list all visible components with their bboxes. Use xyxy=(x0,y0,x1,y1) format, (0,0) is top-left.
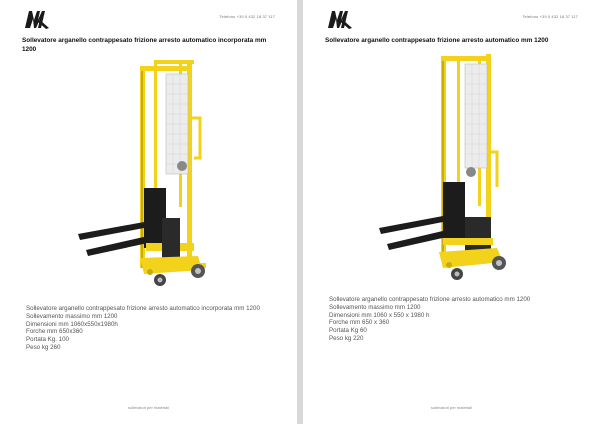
spec-line: Dimensioni mm 1060 x 550 x 1980 h xyxy=(329,311,430,319)
spec-list xyxy=(329,296,587,343)
spec-line: Peso kg 220 xyxy=(329,334,364,342)
spec-line: Peso kg 260 xyxy=(26,343,61,351)
page-footer: sollevatori per materiali xyxy=(430,405,473,410)
spec-line: Forche mm 650x360 xyxy=(26,328,83,336)
phone-number: Telefono +39 0 432 18 37 117 xyxy=(522,14,578,19)
stacker-photo-icon xyxy=(373,52,523,292)
spec-line: Sollevatore arganello contrappesato frizione arresto automatico incorporata mm 1200 xyxy=(26,305,260,312)
spec-line: Portata Kg 60 xyxy=(329,327,367,335)
product-title: Sollevatore arganello contrappesato frizione arresto automatico incorporata mm 1200 xyxy=(22,37,267,53)
spec-line: Sollevamento massimo mm 1200 xyxy=(26,312,118,320)
page-2 xyxy=(303,0,600,424)
spec-list xyxy=(26,305,284,352)
page-footer: sollevatori per materiali xyxy=(127,405,170,410)
spec-line: Sollevatore arganello contrappesato frizione arresto automatico mm 1200 xyxy=(329,296,531,303)
page-1 xyxy=(0,0,297,424)
spec-line: Forche mm 650 x 360 xyxy=(329,319,390,327)
phone-number: Telefono +39 0 432 18 37 117 xyxy=(219,14,275,19)
product-title: Sollevatore arganello contrappesato frizione arresto automatico mm 1200 xyxy=(325,37,549,44)
spec-line: Portata Kg. 100 xyxy=(26,336,69,344)
spec-line: Dimensioni mm 1060x550x1980h xyxy=(26,320,118,328)
spec-line: Sollevamento massimo mm 1200 xyxy=(329,303,421,311)
stacker-photo-icon xyxy=(70,58,220,298)
brand-logo-icon xyxy=(325,6,355,32)
brand-logo-icon xyxy=(22,6,52,32)
